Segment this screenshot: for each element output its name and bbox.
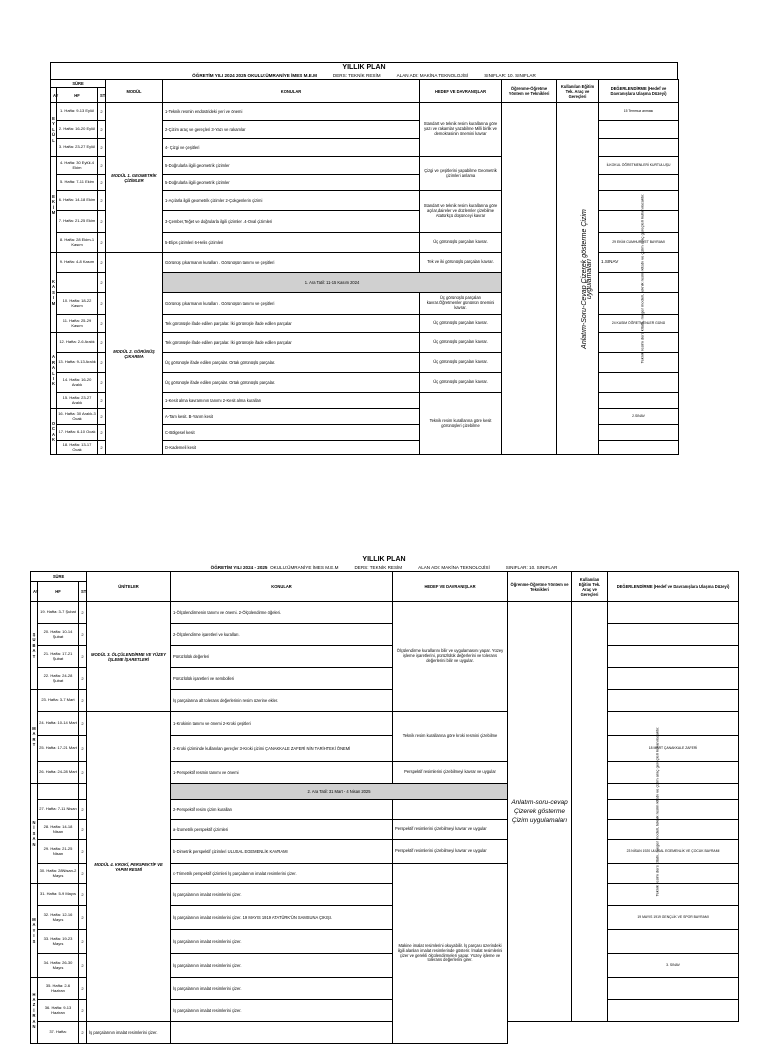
evaluation-cell [608,800,739,820]
evaluation-cell: 1.SINAV [599,253,679,273]
hours-cell: 2 [98,191,106,211]
month-label: O C A K [51,420,56,442]
week-cell: 12. Hafta: 2-6 Aralık [57,333,98,353]
topic-cell: 2-Kroki çiziminde kullanılan gereçler 3-Kroki çizimi ÇANAKKALE ZAFERİ NİN TARİHTEKİ ÖNEMİ [171,736,393,762]
hours-cell: 2 [79,906,87,930]
evaluation-cell [599,373,679,393]
week-cell: 8. Hafta: 28 Ekim-1 Kasım [57,233,98,253]
hours-cell: 2 [98,121,106,139]
hours-cell: 2 [98,293,106,315]
evaluation-cell: 18 MART ÇANAKKALE ZAFERİ [608,736,739,762]
plan-title: YILLIK PLAN [362,556,406,563]
week-cell: 29. Hafta: 21-25 Nisan [38,840,79,864]
module-1: MODÜL 1. GEOMETRİK ÇİZİMLER [106,103,163,253]
method-cell [502,103,594,455]
hours-cell: 2 [79,712,87,736]
tools-text: Teknik resim ders kitabı, meger modeli, teknik resim kitabı ve çizim araç gereçleri kullanılacaktır. [654,726,660,897]
hours-cell: 2 [98,157,106,175]
week-cell: 23. Hafta: 3-7 Mart [38,690,79,712]
topic-cell: İş parçalarının imalat resimlerini çizer. [171,930,393,954]
header-ay: AY [31,582,38,602]
method-text: Anlatım-soru-cevap Çizerek gösterme Çizim uygulamaları [511,799,568,824]
header-unite: ÜNİTELER [87,572,171,602]
evaluation-cell [608,668,739,690]
evaluation-cell [599,121,679,139]
week-cell: 34. Hafta: 26-30 Mayıs [38,954,79,978]
hours-cell: 2 [79,930,87,954]
hours-cell: 2 [79,978,87,1000]
objective-6: Üç görünüşlü parçaları kavrar. [420,353,502,373]
evaluation-cell: 19 MAYIS 1919 GENÇLİK VE SPOR BAYRAMI [608,906,739,930]
header-saat: ST [98,88,106,103]
hours-cell: 2 [98,253,106,273]
week-cell-empty [57,273,98,293]
plan-table [50,79,679,455]
week-cell: 36. Hafta: 9-13 Haziran [38,1000,79,1022]
evaluation-cell [608,712,739,736]
week-cell: 6. Hafta: 14-18 Ekim [57,191,98,211]
hours-cell: 2 [79,624,87,646]
hours-cell: 2 [98,333,106,353]
annual-plan-page-1 [50,62,678,455]
hours-cell: 2 [98,441,106,455]
month-label: Ş U B A T [32,631,36,659]
week-cell: 26. Hafta: 24-28 Mart [38,762,79,784]
school-year: ÖĞRETİM YILI 2024 - 2025 [210,565,268,570]
topic-cell: Tek görünüşle ifade edilen parçalar. İki görünüşle ifade edilen parçalar [163,315,420,333]
topic-cell: 1-Perspektif resmin tanımı ve önemi [171,762,393,784]
evaluation-cell: 3. SINAV [608,954,739,978]
topic-cell: 1-Kesit alma kavramının tanımı 2-Kesit alma kuralları [163,393,420,409]
topic-cell: b-Dimetrik perspektif çizimleri ULUSAL EGEMENLİK KAVRAMI [171,840,393,864]
header-ay: AY [51,88,57,103]
topic-cell: 5-Doğrularla ilgili geometrik çizimler [163,175,420,191]
week-cell: 28. Hafta: 14-18 Nisan [38,820,79,840]
annual-plan-page-2 [30,555,738,1044]
hours-cell: 2 [98,373,106,393]
break-row: 1. Ara Tatil: 11-15 Kasım 2024 [163,273,502,293]
header-konular: KONULAR [171,572,393,602]
evaluation-cell [608,884,739,906]
week-cell: 16. Hafta: 30 Aralık-3 Ocak [57,409,98,425]
topic-cell: c-Trimetrik perspektif çizimleri İş parçalarının imalat resimlerini çizer. [171,864,393,884]
topic-cell: 1-Teknik resmin endüstrideki yeri ve önemi [163,103,420,121]
hours-cell: 2 [79,646,87,668]
course-name: DERS: TEKNİK RESİM [354,565,403,570]
plan-header [30,555,738,571]
tools-cell [572,602,660,1022]
evaluation-cell [608,864,739,884]
hours-cell: 2 [79,690,87,712]
topic-cell: a-İzometrik perspektif çizimleri [171,820,393,840]
evaluation-cell: 29 EKİM CUMHURİYET BAYRAMI [599,233,679,253]
topic-text: İş parçalarının imalat resimlerini çizer. 19 MAYIS 1919 ATATÜRK'ÜN SAMSUNA ÇIKIŞI. [173,915,333,920]
hours-cell: 2 [79,762,87,784]
objective-empty [393,800,508,820]
objective-6: Üç görünüşlü parçaları kavrar. [420,315,502,333]
hours-cell: 2 [98,409,106,425]
hours-cell: 2 [79,820,87,840]
week-cell: 10. Hafta: 18-22 Kasım [57,293,98,315]
topic-cell: İş parçalarına alt tolerans değerlerinin resim üzerine ekler. [171,690,393,712]
topic-cell: Üç görünüşle ifade edilen parçalar. Ortak görünüşlü parçalar. [163,353,420,373]
week-cell: 33. Hafta: 19-23 Mayıs [38,930,79,954]
objective-6: Makine imalat resimlerini okuyabilir. İş parçası üzerindeki ilgili alanları imalat resimlerinde gösterir. İmalat resimlerini çizer ve gerekli ölçülendirmeleri yapar. Yüzey işleme ve tolerans değerlerini girer. [393,864,508,1044]
evaluation-cell: İLKOKUL ÖĞRETMENLERİ KURTULUŞU [599,157,679,175]
topic-cell: Üç görünüşle ifade edilen parçalar. Ortak görünüşlü parçalar. [163,373,420,393]
hours-cell: 2 [79,840,87,864]
evaluation-cell: 15 Temmuz anması [599,103,679,121]
objective-6: Üç görünüşlü parçaları kavrar. [420,333,502,353]
objective-5: Üç görünüşlü parçaları kavrar.Öğretmenler gününün önemini kavrar. [420,293,502,315]
hours-cell: 2 [79,800,87,820]
break-row: 2. Ara Tatil: 31 Mart - 4 Nisan 2025 [171,784,508,800]
objective-3b: Üç görünüşlü parçaları kavrar. [420,233,502,253]
topic-cell: İş parçalarının imalat resimlerini çizer. [87,1022,171,1044]
month-nisan [31,784,38,884]
week-cell: 25. Hafta: 17-21 Mart [38,736,79,762]
hours-cell: 2 [98,211,106,233]
module-4: MODÜL 4. KROKİ, PERSPEKTİF VE YAPIM RESMİ [87,712,171,1022]
field-name: ALAN ADI: MAKİNA TEKNOLOJİSİ [418,565,490,570]
plan-info-line [51,72,677,79]
hours-cell: 2 [98,139,106,157]
evaluation-cell [608,602,739,624]
plan-table [30,571,739,1044]
objective-4: Tek ve iki görünüşlü parçaları kavrar. [420,253,502,273]
week-cell: 2. Hafta: 16-20 Eylül [57,121,98,139]
week-cell: 22. Hafta: 24-28 Şubat [38,668,79,690]
header-yontem: Öğrenme-Öğretme Yöntem ve Teknikleri [508,572,572,602]
hours-cell: 2 [98,425,106,441]
month-label: K A S I M [51,278,56,306]
month-label: E Y L Ü L [52,115,55,143]
hours-cell: 2 [98,103,106,121]
month-label: E K İ M [51,193,56,215]
evaluation-cell: 24 KASIM ÖĞRETMENLER GÜNÜ [599,315,679,333]
plan-title: YILLIK PLAN [342,64,386,71]
week-cell: 14. Hafta: 16-20 Aralık [57,373,98,393]
objective-4: Perspektif resimlerini çizebilmeyi kavrar ve uygular [393,820,508,840]
header-saat: ST [79,582,87,602]
module-3: MODÜL 3. ÖLÇÜLENDİRME VE YÜZEY İŞLEME İŞARETLERİ [87,602,171,712]
header-modul: MODÜL [106,80,163,103]
tools-text: Teknik resim ders kitabı, meger modeli, teknik resim kitabı ve çizim araç gereçleri kullanılacaktır. [639,193,645,364]
evaluation-cell: 23 NİSAN 1920 ULUSAL EGEMENLİK VE ÇOCUK BAYRAMI [608,840,739,864]
hours-cell: 2 [79,602,87,624]
topic-cell: Tek görünüşle ifade edilen parçalar. İki görünüşle ifade edilen parçalar [163,333,420,353]
topic-cell: Pürüzlülük değerleri [171,646,393,668]
header-sure: SÜRE [51,80,106,88]
school-year: ÖĞRETİM YILI 2024 2025 OKULU:ÜMRANİYE İMES M.E.M [192,73,317,78]
objective-3: Standart ve teknik resim kurallarına göre açılar,daireler ve düzlemler çizebilme Atatürkçü düşünceyi kavrar [420,191,502,233]
field-name: ALAN ADI: MAKİNA TEKNOLOJİSİ [396,73,469,78]
header-arac: Kullanılan Eğitim Tek. Araç ve Gereçleri [572,572,608,602]
week-cell: 19. Hafta: 3-7 Şubat [38,602,79,624]
week-cell: 17. Hafta: 6-10 Ocak [57,425,98,441]
week-cell: 21. Hafta: 17-21 Şubat [38,646,79,668]
topic-cell: İş parçalarının imalat resimlerini çizer. [171,884,393,906]
objective-1: Standart ve teknik resim kurallarına göre yazı ve rakamlar yazabilme Milli birlik ve demokrasinin önemini kavrar [420,103,502,157]
hours-cell: 2 [98,353,106,373]
month-mayis [31,884,38,978]
class-name: SINIFLAR: 10. SINIFLAR [505,565,558,570]
method-cell [508,602,572,1022]
evaluation-cell-empty [599,441,679,455]
topic-cell: Pürüzlülük işaretleri ve sembolleri [171,668,393,690]
header-hafta: HF [57,88,98,103]
evaluation-cell [608,978,739,1000]
week-cell: 9. Hafta: 4-8 Kasım [57,253,98,273]
header-hedef: HEDEF VE DAVRANIŞLAR [420,80,502,103]
topic-cell: İş parçalarının imalat resimlerini çizer. [171,954,393,978]
week-cell: 4. Hafta: 30 Eylül-4 Ekim [57,157,98,175]
month-label: H A Z İ R A N [32,991,36,1030]
hours-cell: 2 [79,1022,87,1044]
topic-cell: 5-Doğrularla ilgili geometrik çizimler [163,157,420,175]
month-haziran [31,978,38,1044]
objective-2: Çizgi ve çeşitlerini yapabilme Geometrik çizimleri anlama [420,157,502,191]
week-cell: 3. Hafta: 23-27 Eylül [57,139,98,157]
topic-cell: İş parçalarının imalat resimlerini çizer. [171,978,393,1000]
week-cell: 18. Hafta: 13-17 Ocak [57,441,98,455]
hours-cell: 2 [79,954,87,978]
week-cell: 31. Hafta: 5-9 Mayıs [38,884,79,906]
topic-cell: 2-Çizim araç ve gereçleri 3-Yazı ve rakamlar [163,121,420,139]
header-konular: KONULAR [163,80,420,103]
topic-cell: 1-Açılarla ilgili geometrik çizimler 2-Çokgenlerin çizimi [163,191,420,211]
week-cell: 5. Hafta: 7-11 Ekim [57,175,98,191]
week-cell: 27. Hafta: 7-11 Nisan [38,800,79,820]
hours-cell: 2 [98,233,106,253]
evaluation-cell [599,139,679,157]
week-cell: 1. Hafta: 9-13 Eylül [57,103,98,121]
week-cell: 24. Hafta: 10-14 Mart [38,712,79,736]
month-label: A R A L I K [52,354,55,387]
evaluation-cell: 2.SINAV [599,409,679,425]
method-text: Anlatım-Soru-Cevap Çizerek gösterme Çizim uygulamaları [581,208,594,349]
week-cell: 30. Hafta: 28Nisan-2 Mayıs [38,864,79,884]
topic-cell: İş parçalarının imalat resimlerini çizer. [171,1000,393,1022]
hours-cell: 2 [98,393,106,409]
topic-cell: C-Bölgesel kesit [163,425,420,441]
topic-cell: 2-Perspektif resim çizim kuralları [171,800,393,820]
evaluation-cell [171,1022,393,1044]
topic-cell: 5-Elips çizimleri 6-Helis çizimleri [163,233,420,253]
hours-cell-empty [79,784,87,800]
objective-7: Teknik resim kurallarına göre kesit görünüşleri çizebilme [420,393,502,455]
class-name: SINIFLAR: 10. SINIFLAR [484,73,536,78]
course-name: DERS: TEKNİK RESİM [332,73,381,78]
objective-3: Perspektif resimlerini çizebilmeyi kavrar ve uygular [393,762,508,784]
school-name: OKULU:ÜMRANİYE İMES M.E.M [270,565,339,570]
header-degerlendirme: DEĞERLENDİRME (Hedef ve Davranışlara Ulaşma Düzeyi) [599,80,679,103]
month-label: N İ S A N [32,819,36,847]
topic-cell: 3-Çember,Teğet ve doğrularla ilgili çizimler .4-Oval çizimleri [163,211,420,233]
hours-cell: 2 [98,273,106,293]
evaluation-cell [608,930,739,954]
evaluation-cell [608,820,739,840]
week-cell: 7. Hafta: 21-25 Ekim [57,211,98,233]
week-cell: 11. Hafta: 25-29 Kasım [57,315,98,333]
hours-cell: 2 [98,315,106,333]
hours-cell: 2 [79,864,87,884]
hours-cell: 2 [79,884,87,906]
month-label: M A Y I S [32,916,36,944]
topic-cell: Görünüş çıkarmanın kuralları . Görünüşün tanımı ve çeşitleri [163,253,420,273]
evaluation-cell [608,624,739,646]
module-2: MODÜL 2. GÖRÜNÜŞ ÇIKARMA [106,253,163,455]
evaluation-cell-empty [608,784,739,800]
header-yontem: Öğrenme-Öğretme Yöntem ve Teknikleri [502,80,557,103]
objective-6: Üç görünüşlü parçaları kavrar. [420,373,502,393]
header-degerlendirme: DEĞERLENDİRME (Hedef ve Davranışlara Ulaşma Düzeyi) [608,572,739,602]
evaluation-cell [599,175,679,191]
objective-1: Ölçülendirme kurallarını bilir ve uygulamasını yapar. Yüzey işleme işaretlerini, pürüzlülük değerlerini ve tolerans değerlerini bilir ve uygular. [393,602,508,712]
evaluation-cell [608,1000,739,1022]
objective-5: Perspektif resimlerini çizebilmeyi kavrar ve uygular [393,840,508,864]
week-cell: 32. Hafta: 12-16 Mayıs [38,906,79,930]
topic-cell: Görünüş çıkarmanın kuralları . Görünüşün tanımı ve çeşitleri [163,293,420,315]
header-hafta: HF [38,582,79,602]
header-hedef: HEDEF VE DAVRANIŞLAR [393,572,508,602]
evaluation-cell [608,690,739,712]
hours-cell: 2 [79,668,87,690]
week-cell: 13. Hafta: 9-13 Aralık [57,353,98,373]
topic-cell [171,906,393,930]
evaluation-cell [599,425,679,441]
topic-cell: 4- Çizgi ve çeşitleri [163,139,420,157]
header-arac: Kullanılan Eğitim Tek. Araç ve Gereçleri [557,80,599,103]
week-cell: 20. Hafta: 10-14 Şubat [38,624,79,646]
header-sure: SÜRE [31,572,87,582]
plan-info-line [30,564,738,571]
week-cell: 35. Hafta: 2-6 Haziran [38,978,79,1000]
topic-cell: 1-Krokinin tanımı ve önemi 2-Kroki çeşitleri [171,712,393,736]
objective-2: Teknik resim kurallarına göre kroki resmini çizebilme [393,712,508,762]
hours-cell: 2 [79,736,87,762]
month-mart [31,690,38,784]
hours-cell: 2 [79,1000,87,1022]
evaluation-cell [608,762,739,784]
week-cell: 15. Hafta: 23-27 Aralık [57,393,98,409]
hours-cell: 2 [98,175,106,191]
plan-header [50,62,678,79]
month-subat [31,602,38,690]
topic-cell: D-Kademeli kesit [163,441,420,455]
week-cell: 37. Hafta: [38,1022,79,1044]
evaluation-cell [608,646,739,668]
topic-cell: A-Tam kesit. B-Yarım kesit [163,409,420,425]
week-cell-empty [38,784,79,800]
evaluation-cell [599,393,679,409]
topic-cell: 2-Ölçülendirme işaretleri ve kuralları. [171,624,393,646]
month-label: M A R T [32,725,36,747]
topic-cell: 1-Ölçülendirmenin tanımı ve önemi. 2-Ölçülendirme öğeleri. [171,602,393,624]
